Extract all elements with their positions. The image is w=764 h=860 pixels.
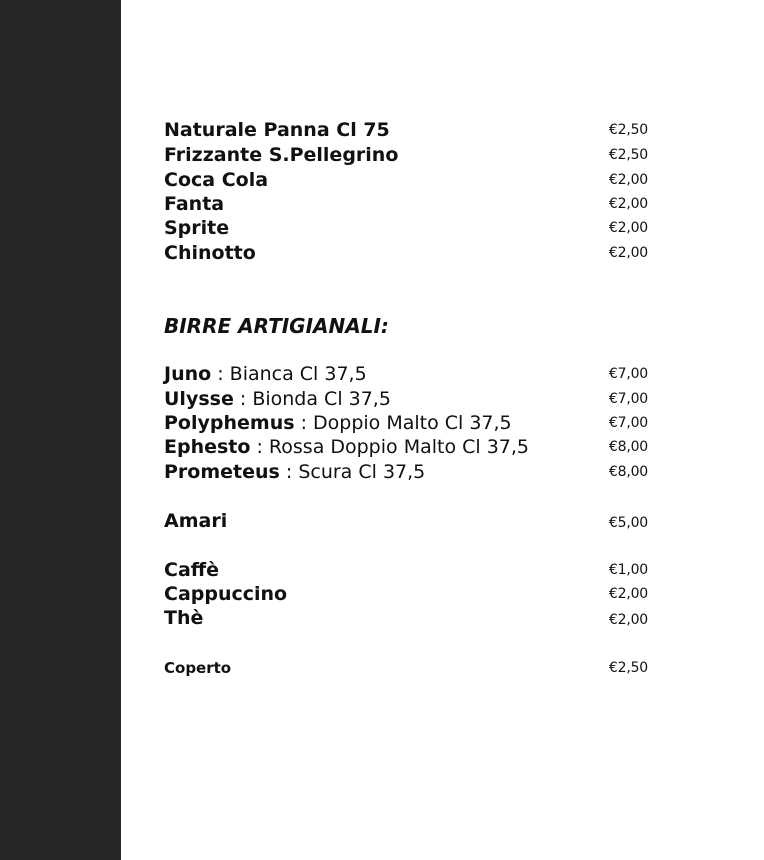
item-price: €2,50 — [608, 147, 648, 163]
menu-item-naturale — [164, 118, 648, 142]
item-name: Polyphemus : Doppio Malto Cl 37,5 — [164, 412, 512, 434]
menu-item-juno — [164, 362, 648, 386]
item-name: Ephesto : Rossa Doppio Malto Cl 37,5 — [164, 436, 530, 458]
item-name: Coperto — [164, 659, 232, 677]
item-price: €2,00 — [608, 245, 648, 261]
menu-item-fanta — [164, 192, 648, 216]
item-price: €7,00 — [608, 415, 648, 431]
item-name: Prometeus : Scura Cl 37,5 — [164, 461, 426, 483]
item-name: Sprite — [164, 217, 230, 239]
item-name: Fanta — [164, 193, 225, 215]
item-name: Thè — [164, 607, 204, 629]
menu-item-prometeus — [164, 460, 648, 484]
menu-item-frizzante — [164, 143, 648, 167]
item-price: €8,00 — [608, 464, 648, 480]
item-description: : Rossa Doppio Malto Cl 37,5 — [250, 436, 530, 458]
menu-item-coca-cola — [164, 168, 648, 192]
item-price: €8,00 — [608, 439, 648, 455]
item-price: €2,00 — [608, 220, 648, 236]
item-price: €7,00 — [608, 391, 648, 407]
menu-item-the — [164, 606, 648, 630]
item-name: Coca Cola — [164, 169, 269, 191]
item-price: €7,00 — [608, 366, 648, 382]
item-name: Naturale Panna Cl 75 — [164, 119, 390, 141]
menu-item-ulysse — [164, 387, 648, 411]
item-name: Cappuccino — [164, 583, 288, 605]
item-price: €5,00 — [608, 515, 648, 531]
section-title-birre: BIRRE ARTIGIANALI: — [164, 314, 389, 338]
menu-item-chinotto — [164, 241, 648, 265]
item-name: Juno : Bianca Cl 37,5 — [164, 363, 367, 385]
item-description: : Doppio Malto Cl 37,5 — [294, 412, 512, 434]
menu-item-cappuccino — [164, 582, 648, 606]
menu-item-polyphemus — [164, 411, 648, 435]
menu-item-caffe — [164, 558, 648, 582]
item-description: : Scura Cl 37,5 — [279, 461, 426, 483]
menu-item-sprite — [164, 216, 648, 240]
item-price: €2,00 — [608, 172, 648, 188]
item-price: €1,00 — [608, 562, 648, 578]
menu-item-amari — [164, 509, 648, 533]
item-price: €2,50 — [608, 122, 648, 138]
item-description: : Bianca Cl 37,5 — [211, 363, 367, 385]
menu-item-coperto — [164, 656, 648, 680]
menu-item-ephesto — [164, 435, 648, 459]
item-price: €2,00 — [608, 612, 648, 628]
item-name: Chinotto — [164, 242, 256, 264]
item-name: Ulysse : Bionda Cl 37,5 — [164, 388, 391, 410]
item-description: : Bionda Cl 37,5 — [233, 388, 391, 410]
item-price: €2,00 — [608, 196, 648, 212]
item-name: Amari — [164, 510, 228, 532]
item-name: Frizzante S.Pellegrino — [164, 144, 399, 166]
item-name: Caffè — [164, 559, 220, 581]
item-price: €2,00 — [608, 586, 648, 602]
item-price: €2,50 — [608, 660, 648, 676]
